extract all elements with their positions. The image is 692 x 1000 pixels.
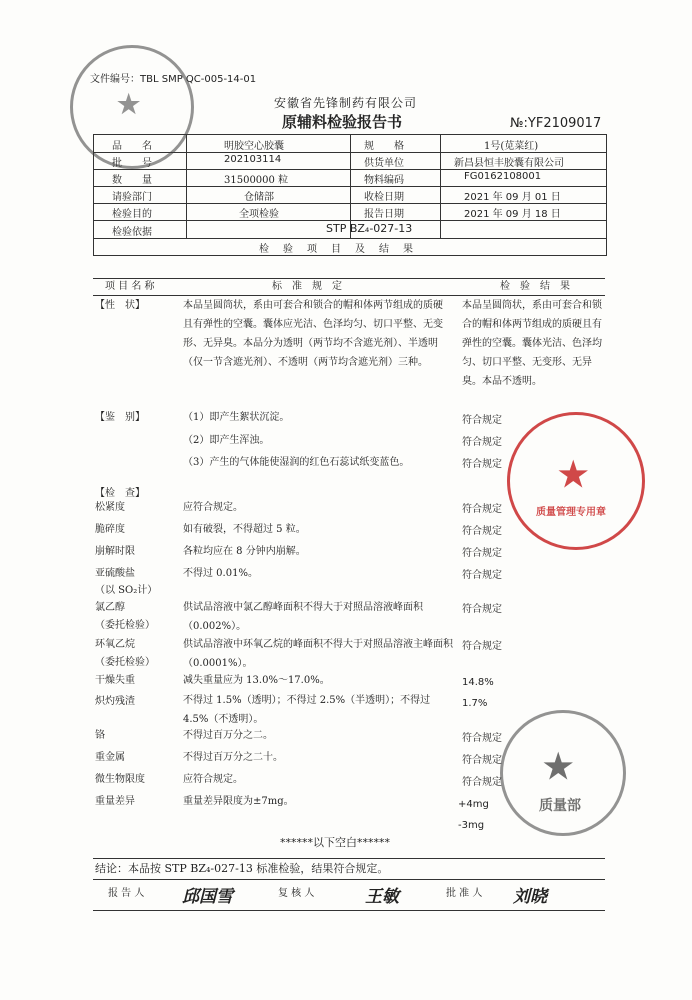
stamp-star-icon: ★ (558, 455, 589, 495)
microbial-label: 微生物限度 (95, 774, 145, 785)
disintegration-label: 崩解时限 (95, 546, 135, 557)
material-code-label: 物料编码 (364, 175, 404, 186)
disintegration-standard: 各粒均应在 8 分钟内崩解。 (183, 546, 306, 557)
blank-line-marker: ******以下空白****** (280, 836, 390, 849)
conclusion-rule (93, 858, 605, 859)
material-code-value: FG0162108001 (464, 171, 542, 182)
loss-on-drying-label: 干燥失重 (95, 675, 135, 686)
chromium-result: 符合规定 (462, 733, 502, 744)
ident3-result: 符合规定 (462, 459, 502, 470)
disintegration-result: 符合规定 (462, 548, 502, 559)
stamp-star-icon: ★ (117, 90, 141, 120)
basis-label: 检验依据 (112, 227, 152, 238)
dept-stamp-label: 质量部 (539, 798, 581, 814)
batch-label: 批 号 (112, 158, 152, 169)
loss-on-drying-standard: 减失重量应为 13.0%～17.0%。 (183, 675, 330, 686)
quality-dept-stamp (500, 710, 626, 836)
document-number: 文件编号：TBL SMP QC-005-14-01 (90, 74, 257, 85)
identification-label: 【鉴 别】 (95, 412, 145, 423)
receive-date-value: 2021 年 09 月 01 日 (464, 192, 561, 203)
chloroethanol-label: 氯乙醇 (95, 602, 125, 613)
spec-value: 1号(苋菜红) (484, 141, 539, 152)
stamp-star-icon: ★ (543, 747, 574, 787)
weight-variation-result-minus: -3mg (458, 820, 485, 831)
chromium-label: 铬 (95, 730, 105, 741)
supplier-label: 供货单位 (364, 158, 404, 169)
ident2-result: 符合规定 (462, 437, 502, 448)
tightness-standard: 应符合规定。 (183, 502, 243, 513)
weight-variation-label: 重量差异 (95, 796, 135, 807)
spec-label: 规 格 (364, 141, 404, 152)
qa-management-stamp (507, 412, 645, 550)
ident2-standard: （2）即产生浑浊。 (183, 435, 270, 446)
reviewer-signature: 王敏 (365, 887, 399, 907)
qa-stamp-label: 质量管理专用章 (536, 507, 606, 518)
name-value: 明胶空心胶囊 (224, 141, 284, 152)
chloroethanol-sublabel: （委托检验） (95, 620, 155, 631)
microbial-result: 符合规定 (462, 777, 502, 788)
receive-date-label: 收检日期 (364, 192, 404, 203)
conclusion: 结论：本品按 STP BZ₄-027-13 标准检验，结果符合规定。 (95, 862, 389, 875)
ethylene-oxide-standard: 供试品溶液中环氧乙烷的峰面积不得大于对照品溶液主峰面积（0.0001%）。 (183, 639, 453, 669)
sulfite-label: 亚硫酸盐 (95, 568, 135, 579)
residue-standard: 不得过 1.5%（透明）；不得过 2.5%（半透明）；不得过 4.5%（不透明）。 (183, 695, 431, 725)
appearance-result: 本品呈圆筒状，系由可套合和锁合的帽和体两节组成的质硬且有弹性的空囊。囊体光洁、色泽均匀、切口平整、无变形、无异臭。本品不透明。 (462, 300, 602, 387)
quantity-value: 31500000 粒 (224, 175, 289, 186)
brittleness-result: 符合规定 (462, 526, 502, 537)
col-item-header: 项 目 名 称 (105, 281, 155, 292)
reviewer-label: 复 核 人 (278, 888, 315, 899)
sulfite-sublabel: （以 SO₂计） (95, 585, 158, 596)
qc-inspection-stamp (70, 45, 194, 169)
chloroethanol-standard: 供试品溶液中氯乙醇峰面积不得大于对照品溶液峰面积（0.002%）。 (183, 602, 423, 632)
approver-label: 批 准 人 (446, 888, 483, 899)
heavy-metal-result: 符合规定 (462, 755, 502, 766)
ident1-result: 符合规定 (462, 415, 502, 426)
reporter-label: 报 告 人 (108, 888, 145, 899)
report-date-label: 报告日期 (364, 209, 404, 220)
heavy-metal-label: 重金属 (95, 752, 125, 763)
ident3-standard: （3）产生的气体能使湿润的红色石蕊试纸变蓝色。 (183, 457, 410, 468)
company-name: 安徽省先锋制药有限公司 (274, 96, 418, 110)
report-title: 原辅料检验报告书 (282, 113, 403, 131)
dept-value: 仓储部 (244, 192, 274, 203)
section-title: 检 验 项 目 及 结 果 (259, 244, 415, 255)
brittleness-standard: 如有破裂，不得超过 5 粒。 (183, 524, 306, 535)
approver-signature: 刘晓 (513, 887, 547, 907)
report-number: №:YF2109017 (510, 116, 602, 131)
ethylene-oxide-sublabel: （委托检验） (95, 657, 155, 668)
quantity-label: 数 量 (112, 175, 152, 186)
chromium-standard: 不得过百万分之二。 (183, 730, 273, 741)
report-date-value: 2021 年 09 月 18 日 (464, 209, 561, 220)
sulfite-standard: 不得过 0.01%。 (183, 568, 258, 579)
col-result-header: 检 验 结 果 (500, 281, 570, 292)
chloroethanol-result: 符合规定 (462, 604, 502, 615)
check-label: 【检 查】 (95, 488, 145, 499)
ethylene-oxide-label: 环氧乙烷 (95, 639, 135, 650)
appearance-label: 【性 状】 (95, 300, 145, 311)
reporter-signature: 邱国雪 (182, 887, 233, 907)
dept-label: 请验部门 (112, 192, 152, 203)
col-standard-header: 标 准 规 定 (272, 281, 342, 292)
appearance-standard: 本品呈圆筒状，系由可套合和锁合的帽和体两节组成的质硬且有弹性的空囊。囊体应光洁、色泽均匀、切口平整、无变形、无异臭。本品分为透明（两节均不含遮光剂）、半透明（仅一节含遮光剂）、不透明（两节均含遮光剂）三种。 (183, 300, 443, 368)
brittleness-label: 脆碎度 (95, 524, 125, 535)
ident1-standard: （1）即产生絮状沉淀。 (183, 412, 290, 423)
heavy-metal-standard: 不得过百万分之二十。 (183, 752, 283, 763)
tightness-label: 松紧度 (95, 502, 125, 513)
batch-value: 202103114 (224, 154, 282, 165)
loss-on-drying-result: 14.8% (462, 677, 494, 688)
basis-value: STP BZ₄-027-13 (326, 222, 413, 235)
supplier-value: 新昌县恒丰胶囊有限公司 (454, 158, 564, 169)
residue-result: 1.7% (462, 698, 488, 709)
residue-label: 炽灼残渣 (95, 696, 135, 707)
purpose-label: 检验目的 (112, 209, 152, 220)
name-label: 品 名 (112, 141, 152, 152)
weight-variation-result-plus: +4mg (458, 799, 489, 810)
purpose-value: 全项检验 (239, 209, 279, 220)
ethylene-oxide-result: 符合规定 (462, 641, 502, 652)
microbial-standard: 应符合规定。 (183, 774, 243, 785)
tightness-result: 符合规定 (462, 504, 502, 515)
sulfite-result: 符合规定 (462, 570, 502, 581)
weight-variation-standard: 重量差异限度为±7mg。 (183, 796, 294, 807)
